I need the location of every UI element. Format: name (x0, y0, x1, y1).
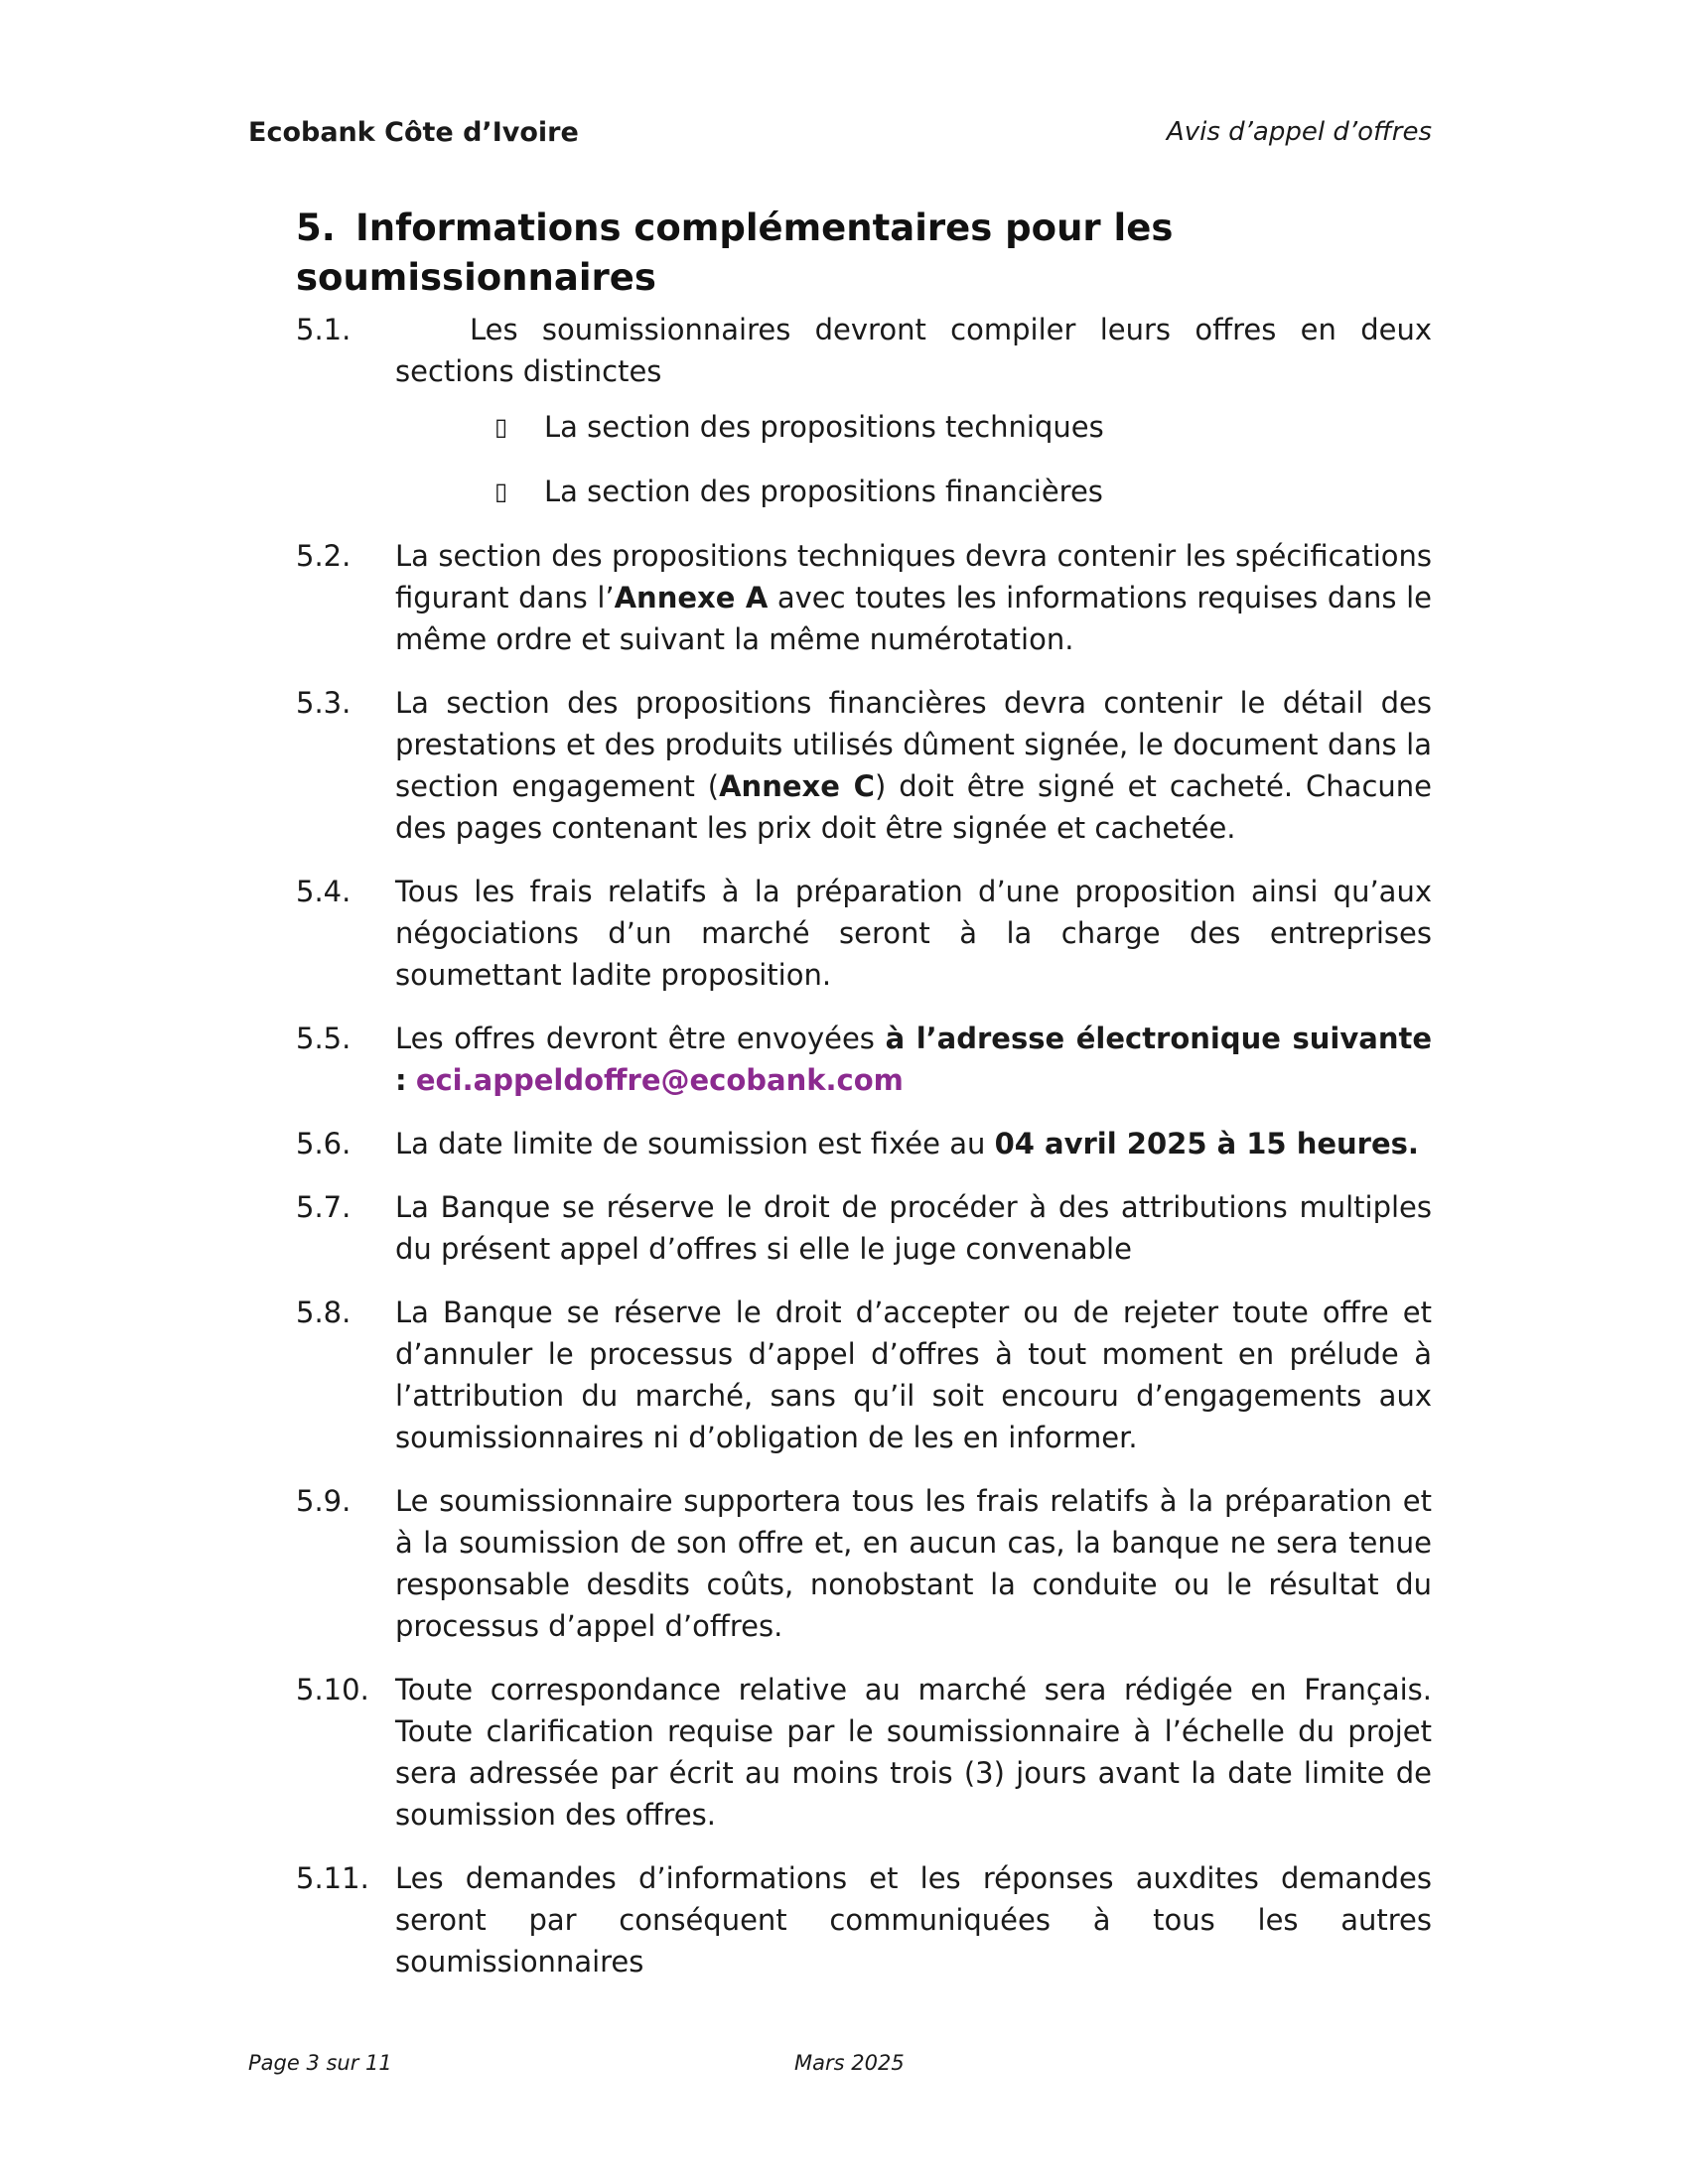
email-link[interactable]: eci.appeldoffre@ecobank.com (415, 1063, 904, 1097)
clause-number: 5.6. (296, 1127, 352, 1160)
clause-text: Les soumissionnaires devront compiler leurs offres en deux sections distinctes (395, 313, 1432, 388)
clause-text: Le soumissionnaire supportera tous les frais relatifs à la préparation et à la soumission de son offre et, en aucun cas, la banque ne sera tenue responsable desdits coûts, nonobstant la conduite ou le résultat du processus d’appel d’offres. (395, 1484, 1432, 1643)
section-heading (296, 204, 1432, 303)
deadline-text: 04 avril 2025 à 15 heures. (994, 1127, 1419, 1160)
clause-text: La Banque se réserve le droit de procéder à des attributions multiples du présent appel d’offres si elle le juge convenable (395, 1190, 1432, 1266)
clause-5-3 (296, 682, 1432, 849)
text-segment: avec toutes les informations requises dans le même ordre et suivant la même numérotation. (395, 581, 1432, 656)
emphasis-text: à l’adresse électronique suivante : (395, 1022, 1433, 1097)
clause-number: 5.8. (296, 1296, 352, 1329)
footer-date: Mars 2025 (794, 2051, 905, 2075)
clause-5-2 (296, 535, 1432, 660)
section-title: Informations complémentaires pour les soumissionnaires (296, 206, 1174, 299)
page-number: Page 3 sur 11 (248, 2051, 392, 2075)
company-name: Ecobank Côte d’Ivoire (248, 117, 579, 148)
clause-number: 5.4. (296, 875, 352, 908)
section-number: 5. (296, 206, 336, 249)
clause-number: 5.11. (296, 1861, 369, 1895)
annex-ref: Annexe C (719, 769, 875, 803)
clause-text: Les demandes d’informations et les réponses auxdites demandes seront par conséquent communiquées à tous les autres soumissionnaires (395, 1861, 1432, 1979)
list-item (494, 406, 1432, 448)
clause-text (395, 1018, 1432, 1101)
clause-5-9 (296, 1480, 1432, 1647)
clause-5-8 (296, 1292, 1432, 1458)
bullet-list (494, 406, 1432, 512)
bullet-text: La section des propositions techniques (544, 410, 1104, 444)
text-segment: Les offres devront être envoyées (395, 1022, 886, 1055)
clause-number: 5.1. (296, 313, 352, 346)
clause-text (395, 535, 1432, 660)
clause-number: 5.7. (296, 1190, 352, 1224)
clause-5-1 (296, 309, 1432, 392)
list-item (494, 471, 1432, 512)
text-segment: ) doit être signé et cacheté. Chacune des pages contenant les prix doit être signée et cachetée. (395, 769, 1432, 845)
text-segment: La date limite de soumission est fixée au (395, 1127, 995, 1160)
clause-text: La Banque se réserve le droit d’accepter ou de rejeter toute offre et d’annuler le processus d’appel d’offres à tout moment en prélude à l’attribution du marché, sans qu’il soit encouru d’engagements aux soumissionnaires ni d’obligation de les en informer. (395, 1296, 1432, 1454)
bullet-icon: ▯ (494, 413, 508, 441)
clause-number: 5.5. (296, 1022, 352, 1055)
text-segment: La section des propositions financières devra contenir le détail des prestations et des produits utilisés dûment signée, le document dans la section engagement ( (395, 686, 1432, 803)
bullet-text: La section des propositions financières (544, 475, 1103, 508)
clause-text (395, 1123, 1432, 1164)
text-segment: La section des propositions techniques devra contenir les spécifications figurant dans l’ (395, 539, 1432, 614)
clause-5-6 (296, 1123, 1432, 1164)
annex-ref: Annexe A (614, 581, 769, 614)
clause-number: 5.10. (296, 1673, 369, 1706)
clause-5-10 (296, 1669, 1432, 1836)
clause-number: 5.2. (296, 539, 352, 573)
document-body (296, 204, 1432, 2004)
bullet-icon: ▯ (494, 478, 508, 505)
clause-5-5 (296, 1018, 1432, 1101)
clause-text: Toute correspondance relative au marché sera rédigée en Français. Toute clarification requise par le soumissionnaire à l’échelle du projet sera adressée par écrit au moins trois (3) jours avant la date limite de soumission des offres. (395, 1673, 1432, 1832)
clause-5-4 (296, 871, 1432, 996)
clause-text (395, 682, 1432, 849)
document-type: Avis d’appel d’offres (1166, 117, 1432, 147)
clause-5-11 (296, 1857, 1432, 1982)
clause-5-7 (296, 1186, 1432, 1270)
clause-text: Tous les frais relatifs à la préparation d’une proposition ainsi qu’aux négociations d’un marché seront à la charge des entreprises soumettant ladite proposition. (395, 875, 1432, 992)
page-header (248, 117, 1432, 157)
clause-number: 5.3. (296, 686, 352, 720)
clause-number: 5.9. (296, 1484, 352, 1518)
